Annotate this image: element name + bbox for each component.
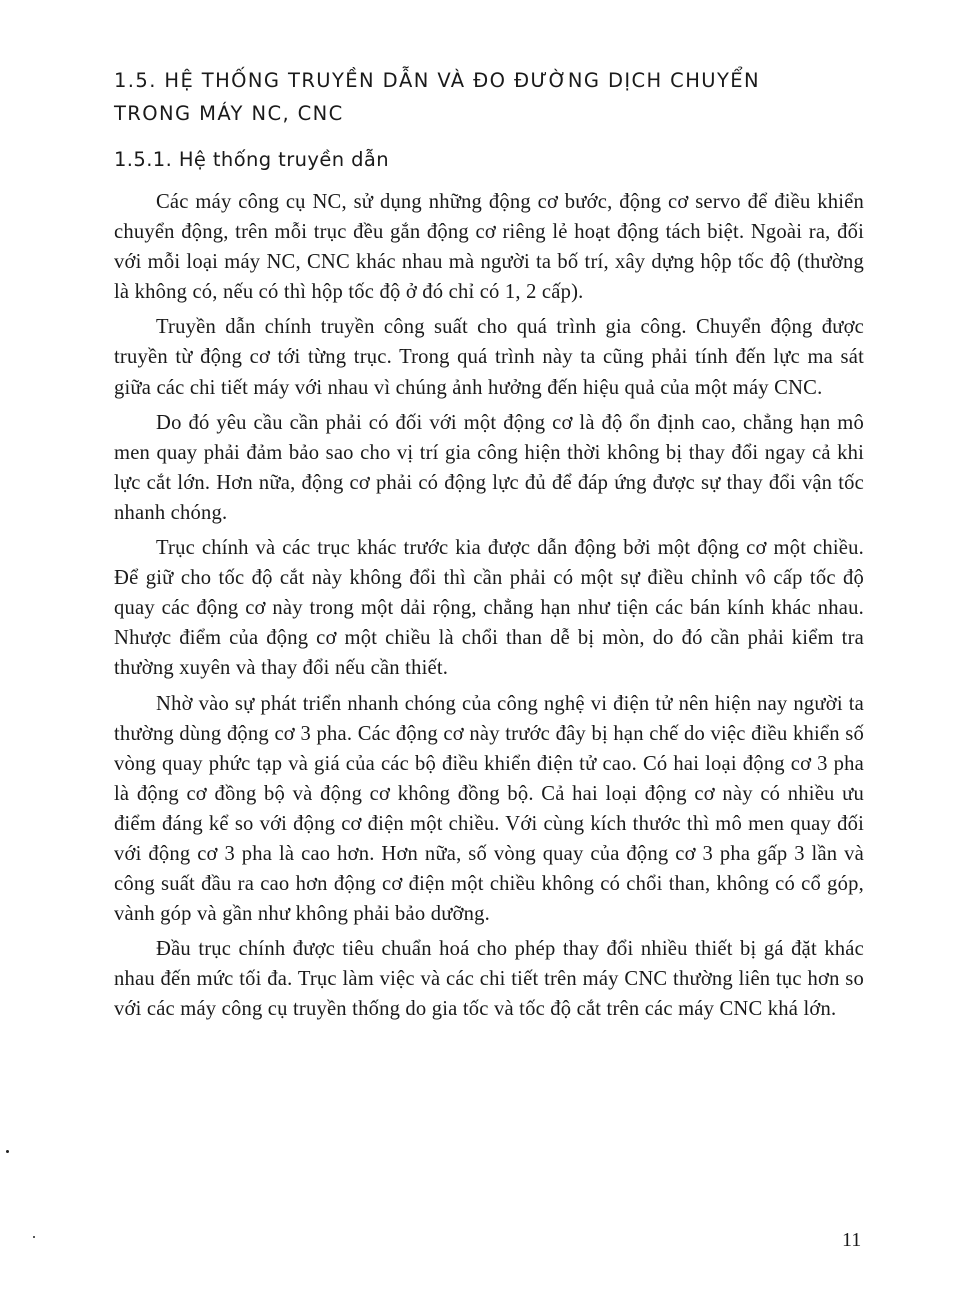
- section-title-line1: HỆ THỐNG TRUYỀN DẪN VÀ ĐO ĐƯỜNG DỊCH CHUYỂN: [164, 69, 760, 92]
- subsection-number: 1.5.1.: [114, 148, 173, 171]
- paragraph-3: Do đó yêu cầu cần phải có đối với một động cơ là độ ổn định cao, chẳng hạn mô men quay phải đảm bảo sao cho vị trí gia công hiện thời không bị thay đổi ngay cả khi lực cắt lớn. Hơn nữa, động cơ phải có động lực đủ để đáp ứng được sự thay đổi vận tốc nhanh chóng.: [114, 411, 864, 524]
- paragraph-1: Các máy công cụ NC, sử dụng những động cơ bước, động cơ servo để điều khiển chuyển động, trên mỗi trục đều gắn động cơ riêng lẻ hoạt động tách biệt. Ngoài ra, đối với mỗi loại máy NC, CNC khác nhau mà người ta bố trí, xây dựng hộp tốc độ (thường là không có, nếu có thì hộp tốc độ ở đó chỉ có 1, 2 cấp).: [114, 191, 864, 304]
- scan-speck: [33, 1236, 35, 1238]
- scan-speck: [6, 1150, 9, 1153]
- page-number: 11: [842, 1229, 862, 1251]
- paragraph-2: Truyền dẫn chính truyền công suất cho quá trình gia công. Chuyển động được truyền từ động cơ tới từng trục. Trong quá trình này ta cũng phải tính đến lực ma sát giữa các chi tiết máy với nhau vì chúng ảnh hưởng đến hiệu quả của một máy CNC.: [114, 316, 864, 399]
- paragraph-4: Trục chính và các trục khác trước kia được dẫn động bởi một động cơ một chiều. Để giữ cho tốc độ cắt này không đổi thì cần phải có một sự điều chỉnh vô cấp tốc độ quay các động cơ này trong một dải rộng, chẳng hạn như tiện các bán kính khác nhau. Nhược điểm của động cơ một chiều là chổi than dễ bị mòn, do đó cần phải kiểm tra thường xuyên và thay đổi nếu cần thiết.: [114, 537, 864, 680]
- section-number: 1.5.: [114, 69, 157, 92]
- page-body: [114, 64, 864, 1030]
- paragraph-6: Đầu trục chính được tiêu chuẩn hoá cho phép thay đổi nhiều thiết bị gá đặt khác nhau đến mức tối đa. Trục làm việc và các chi tiết trên máy CNC thường liên tục hơn so với các máy công cụ truyền thống do gia tốc và tốc độ cắt trên các máy CNC khá lớn.: [114, 938, 864, 1021]
- section-title-line2: TRONG MÁY NC, CNC: [114, 102, 344, 125]
- section-heading: [114, 64, 864, 130]
- subsection-title: Hệ thống truyền dẫn: [178, 148, 389, 171]
- subsection-heading: [114, 145, 864, 175]
- paragraph-5: Nhờ vào sự phát triển nhanh chóng của công nghệ vi điện tử nên hiện nay người ta thường dùng động cơ 3 pha. Các động cơ này trước đây bị hạn chế do việc điều khiển số vòng quay phức tạp và giá của các bộ điều khiển điện tử cao. Có hai loại động cơ 3 pha là động cơ đồng bộ và động cơ không đồng bộ. Cả hai loại động cơ này có nhiều ưu điểm đáng kể so với động cơ điện một chiều. Với cùng kích thước thì mô men quay đối với động cơ 3 pha là cao hơn. Hơn nữa, số vòng quay của động cơ 3 pha gấp 3 lần và công suất đầu ra cao hơn động cơ điện một chiều không có chổi than, không có cổ góp, vành góp và gần như không phải bảo dưỡng.: [114, 692, 864, 926]
